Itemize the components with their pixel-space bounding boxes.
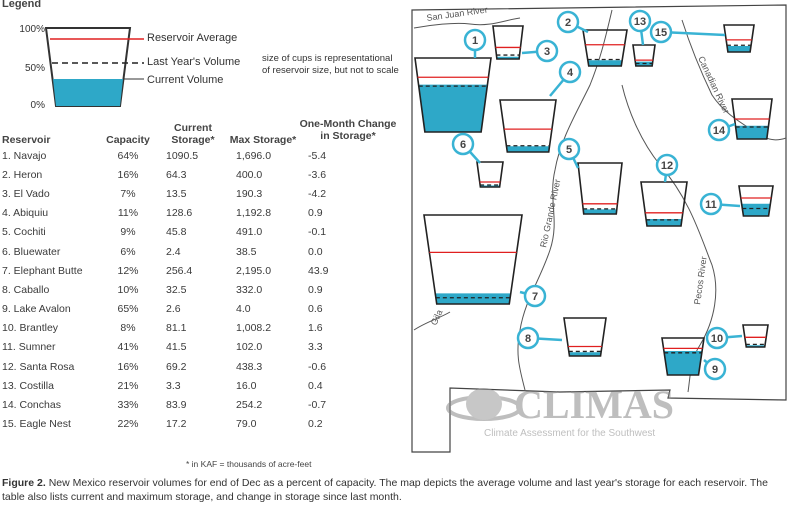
current-volume-fill (588, 60, 622, 66)
max-storage-cell: 38.5 (236, 245, 257, 258)
marker-number: 12 (660, 160, 674, 172)
reservoir-marker (550, 62, 580, 96)
capacity-cell: 11% (117, 207, 139, 220)
legend-tick-50: 50% (24, 63, 45, 74)
figure-caption (2, 476, 792, 504)
reservoir-marker (707, 328, 742, 348)
current-volume-fill (664, 351, 702, 375)
max-storage-cell: 102.0 (236, 341, 263, 354)
col-header-change: One-Month Change in Storage* (299, 118, 397, 142)
change-cell: -4.2 (308, 187, 327, 200)
legend-note: size of cups is representational of reservoir size, but not to scale (262, 53, 399, 76)
capacity-cell: 22% (117, 418, 139, 431)
reservoir-cup (477, 162, 503, 187)
cup-outline (578, 163, 622, 214)
caption-label: Figure 2. (2, 477, 46, 489)
cup-outline (743, 325, 768, 347)
reservoir-marker (465, 30, 485, 58)
san-juan-river-label: San Juan River (425, 4, 489, 23)
max-storage-cell: 1,696.0 (236, 149, 272, 162)
cup-outline (500, 100, 556, 152)
reservoir-name: 8. Caballo (2, 283, 50, 296)
reservoir-name: 5. Cochiti (2, 226, 46, 239)
current-storage-cell: 1090.5 (166, 149, 199, 162)
gila-river-label: Gila (428, 308, 445, 327)
current-volume-fill (419, 85, 488, 132)
max-storage-cell: 16.0 (236, 379, 257, 392)
reservoir-name: 10. Brantley (2, 322, 59, 335)
reservoir-marker (701, 194, 740, 214)
reservoir-cup (743, 325, 768, 347)
col-header-max: Max Storage* (229, 134, 297, 146)
climas-logo (448, 382, 674, 439)
col-header-reservoir: Reservoir (2, 134, 51, 146)
change-cell: 0.0 (308, 245, 323, 258)
reservoir-cup (578, 163, 622, 214)
reservoir-name: 12. Santa Rosa (2, 360, 75, 373)
reservoir-marker (453, 134, 480, 163)
max-storage-cell: 1,192.8 (236, 207, 272, 220)
reservoir-name: 9. Lake Avalon (2, 303, 71, 316)
capacity-cell: 41% (117, 341, 139, 354)
max-storage-cell: 438.3 (236, 360, 263, 373)
legend-average-label: Reservoir Average (147, 32, 238, 44)
current-storage-cell: 2.6 (166, 303, 181, 316)
reservoir-marker (520, 286, 545, 306)
capacity-cell: 6% (120, 245, 136, 258)
marker-number: 13 (633, 16, 647, 28)
capacity-cell: 16% (117, 168, 139, 181)
capacity-cell: 33% (117, 399, 139, 412)
marker-number: 6 (459, 139, 467, 151)
reservoir-cup (662, 338, 704, 375)
change-cell: 1.6 (308, 322, 323, 335)
legend-title: Legend (2, 0, 42, 10)
change-cell: -0.6 (308, 360, 327, 373)
marker-number: 8 (524, 333, 532, 345)
current-storage-cell: 64.3 (166, 168, 187, 181)
col-header-current: Current Storage* (171, 122, 215, 146)
current-storage-cell: 128.6 (166, 207, 193, 220)
change-cell: -0.7 (308, 399, 327, 412)
max-storage-cell: 190.3 (236, 187, 263, 200)
logo-tagline: Climate Assessment for the Southwest (484, 428, 656, 439)
reservoir-cup (732, 99, 772, 139)
max-storage-cell: 2,195.0 (236, 264, 272, 277)
change-cell: 0.6 (308, 303, 323, 316)
change-cell: 3.3 (308, 341, 323, 354)
change-cell: -3.6 (308, 168, 327, 181)
current-storage-cell: 3.3 (166, 379, 181, 392)
reservoir-marker (657, 155, 677, 182)
reservoir-marker (559, 139, 579, 168)
change-cell: 0.9 (308, 207, 323, 220)
change-cell: 0.9 (308, 283, 323, 296)
reservoir-name: 7. Elephant Butte (2, 264, 83, 277)
current-storage-cell: 81.1 (166, 322, 187, 335)
max-storage-cell: 79.0 (236, 418, 257, 431)
capacity-cell: 65% (117, 303, 139, 316)
capacity-cell: 64% (117, 149, 139, 162)
canadian-river-label: Canadian River (696, 54, 732, 116)
cup-outline (477, 162, 503, 187)
reservoir-name: 2. Heron (2, 168, 43, 181)
legend-tick-100: 100% (19, 24, 45, 35)
current-storage-cell: 41.5 (166, 341, 187, 354)
reservoir-cup (415, 58, 491, 132)
capacity-cell: 7% (120, 187, 136, 200)
reservoir-marker (518, 328, 562, 348)
capacity-cell: 9% (120, 226, 136, 239)
marker-number: 11 (705, 199, 717, 211)
marker-number: 3 (543, 46, 551, 58)
capacity-cell: 10% (117, 283, 139, 296)
change-cell: -5.4 (308, 149, 327, 162)
reservoir-cup (633, 45, 655, 66)
reservoir-marker (704, 359, 725, 379)
change-cell: 0.4 (308, 379, 323, 392)
logo-name: CLIMAS (514, 382, 675, 427)
marker-number: 4 (566, 67, 574, 79)
pecos-river-label: Pecos River (692, 255, 709, 306)
cup-outline (424, 215, 522, 304)
col-header-capacity: Capacity (106, 134, 150, 146)
reservoir-cup (583, 30, 627, 66)
current-volume-fill (735, 126, 768, 139)
legend-current-label: Current Volume (147, 74, 224, 86)
capacity-cell: 21% (117, 379, 139, 392)
max-storage-cell: 332.0 (236, 283, 263, 296)
change-cell: -0.1 (308, 226, 327, 239)
reservoir-name: 11. Sumner (2, 341, 56, 354)
table-footnote: * in KAF = thousands of acre-feet (186, 459, 312, 469)
marker-number: 2 (564, 17, 572, 29)
max-storage-cell: 1,008.2 (236, 322, 272, 335)
current-volume-fill (742, 204, 771, 216)
max-storage-cell: 491.0 (236, 226, 263, 239)
reservoir-marker (630, 11, 650, 45)
current-storage-cell: 17.2 (166, 418, 187, 431)
reservoir-name: 3. El Vado (2, 187, 50, 200)
marker-number: 15 (654, 27, 668, 39)
reservoir-name: 4. Abiquiu (2, 207, 49, 220)
current-storage-cell: 32.5 (166, 283, 187, 296)
reservoir-marker (522, 41, 557, 61)
marker-number: 14 (712, 125, 726, 137)
reservoir-cup (724, 25, 754, 52)
max-storage-cell: 254.2 (236, 399, 263, 412)
caption-text: New Mexico reservoir volumes for end of Dec as a percent of capacity. The map depicts the average volume and last year's storage for each reservoir. The table also lists current and maximum storage, and change in storage since last month. (2, 477, 768, 503)
marker-number: 5 (565, 144, 573, 156)
reservoir-name: 15. Eagle Nest (2, 418, 71, 431)
marker-number: 7 (531, 291, 539, 303)
capacity-cell: 16% (117, 360, 139, 373)
reservoir-cup (424, 215, 522, 304)
reservoir-marker (709, 120, 735, 140)
current-storage-cell: 2.4 (166, 245, 181, 258)
max-storage-cell: 4.0 (236, 303, 251, 316)
current-storage-cell: 13.5 (166, 187, 187, 200)
current-storage-cell: 45.8 (166, 226, 187, 239)
current-storage-cell: 256.4 (166, 264, 193, 277)
reservoir-cup (739, 186, 773, 216)
cup-outline (564, 318, 606, 356)
change-cell: 0.2 (308, 418, 323, 431)
reservoir-name: 14. Conchas (2, 399, 61, 412)
reservoir-name: 6. Bluewater (2, 245, 61, 258)
current-storage-cell: 83.9 (166, 399, 187, 412)
change-cell: 43.9 (308, 264, 329, 277)
marker-number: 10 (710, 333, 724, 345)
reservoir-cup (493, 26, 523, 59)
reservoir-cup (641, 182, 687, 226)
legend-last-year-label: Last Year's Volume (147, 56, 241, 68)
rio-grande-river-label: Rio Grande River (538, 178, 563, 249)
reservoir-cup (500, 100, 556, 152)
marker-number: 9 (711, 364, 719, 376)
cup-outline (493, 26, 523, 59)
current-volume-fill (727, 46, 751, 52)
marker-number: 1 (471, 35, 479, 47)
capacity-cell: 8% (120, 322, 136, 335)
reservoir-name: 13. Costilla (2, 379, 54, 392)
current-storage-cell: 69.2 (166, 360, 187, 373)
current-volume-fill (435, 293, 511, 304)
reservoir-cup (564, 318, 606, 356)
canadian-river-line (682, 20, 786, 140)
legend-tick-0: 0% (30, 100, 45, 111)
current-volume-fill (506, 146, 549, 152)
reservoir-marker (558, 12, 588, 32)
capacity-cell: 12% (117, 264, 139, 277)
max-storage-cell: 400.0 (236, 168, 263, 181)
reservoir-name: 1. Navajo (2, 149, 47, 162)
